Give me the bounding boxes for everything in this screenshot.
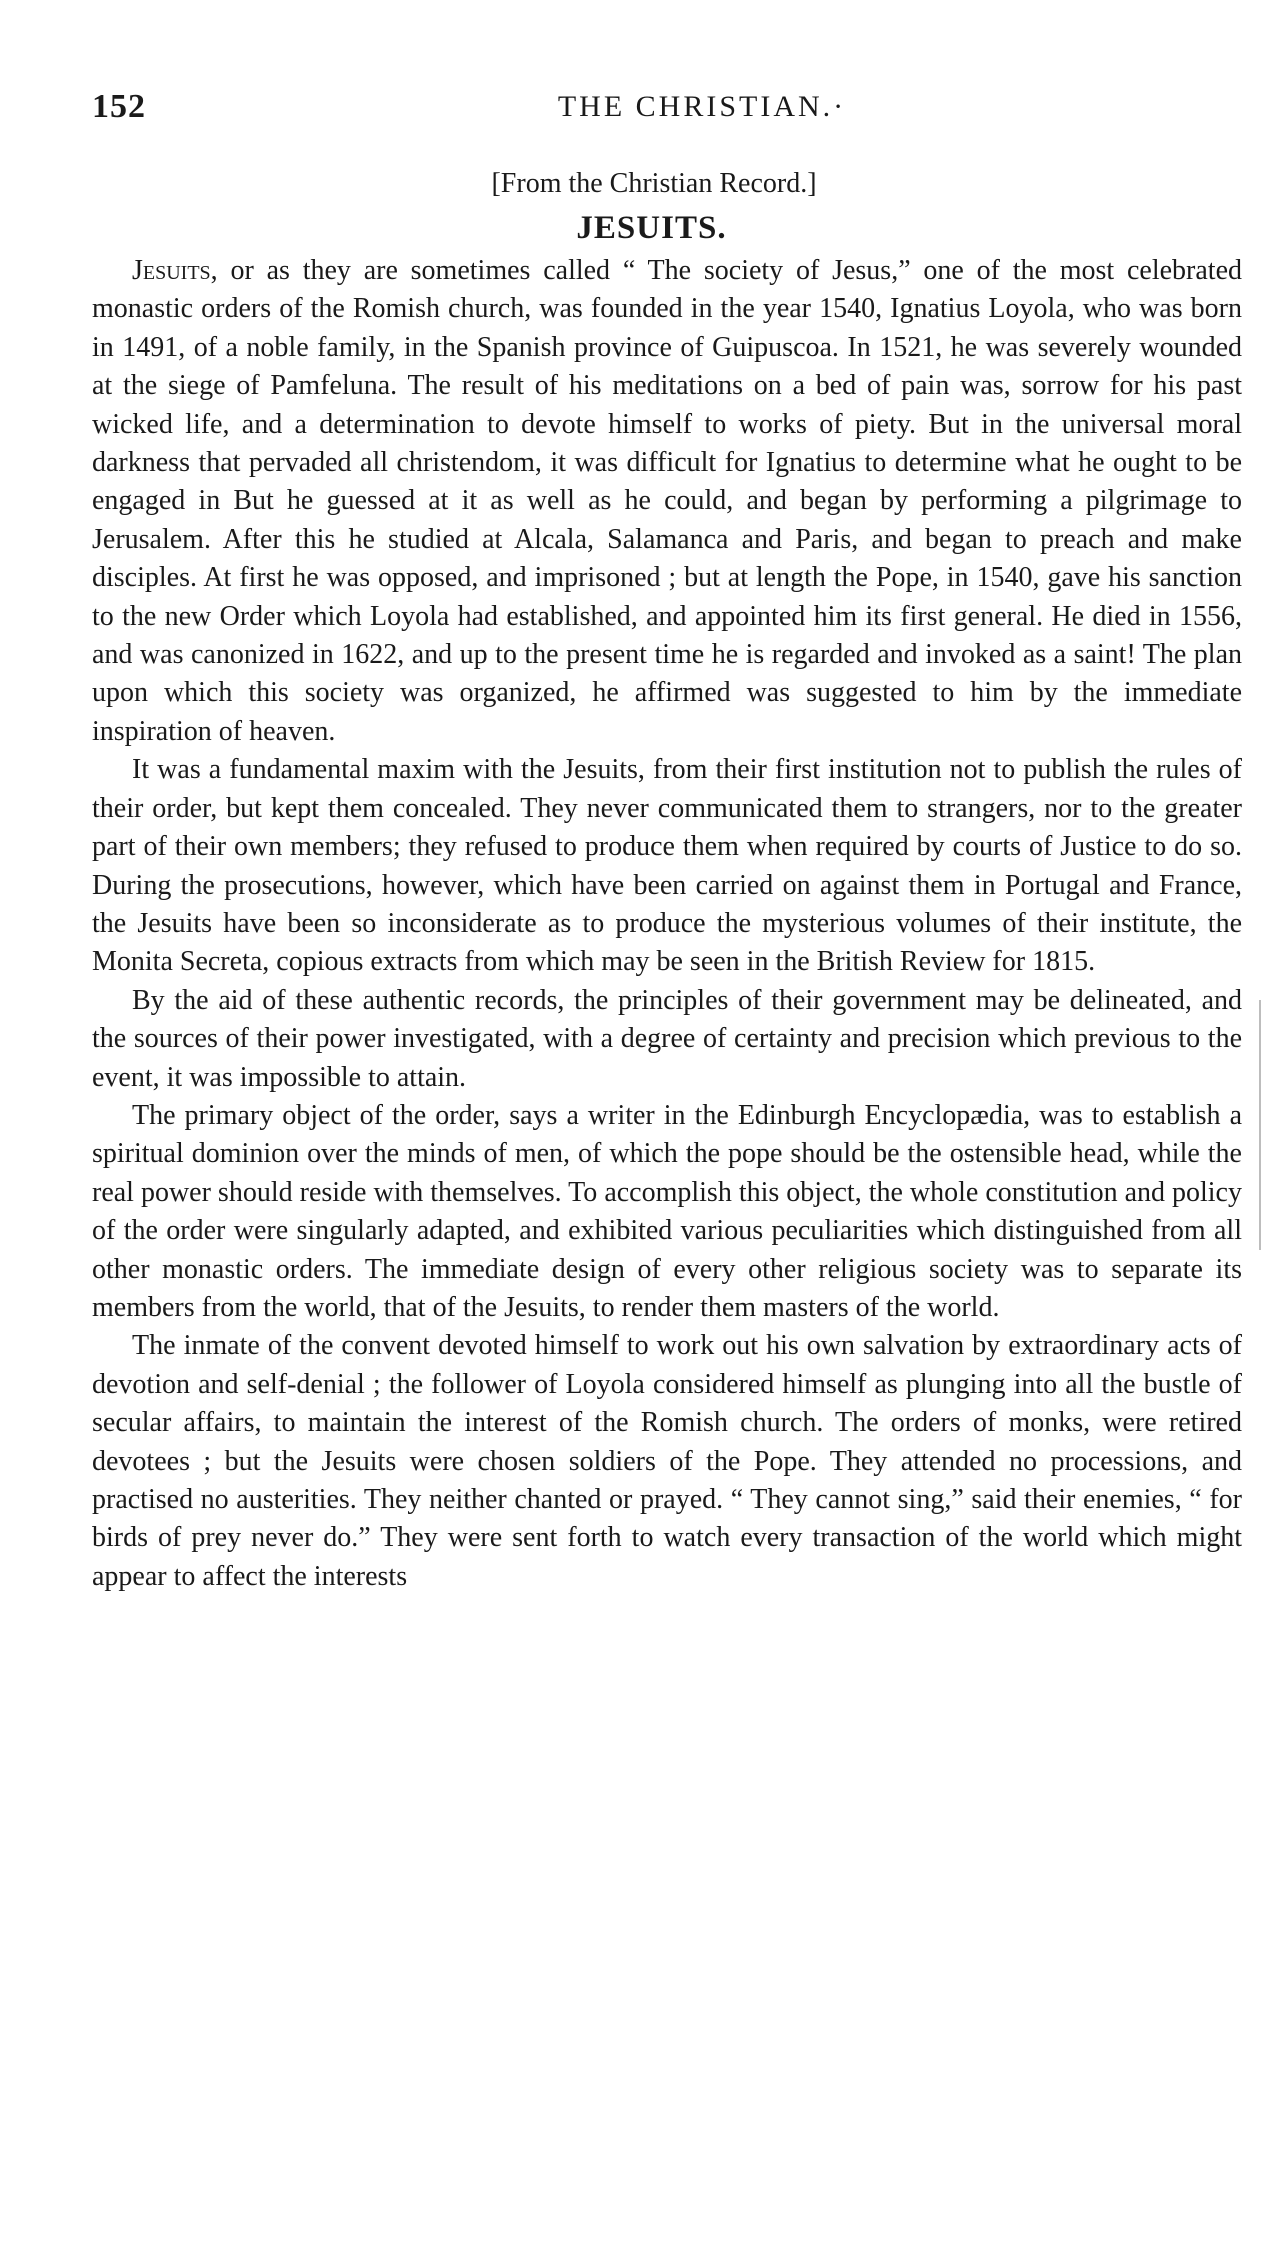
paragraph-1	[92, 252, 1242, 751]
page-number: 152	[92, 88, 146, 125]
article-title: JESUITS.	[576, 210, 727, 246]
paragraph-1-text: or as they are sometimes called “ The society of Jesus,” one of the most celebrated monastic orders of the Romish church, was founded in the year 1540, Ignatius Loyola, who was born in 1491, of a noble family, in the Spanish province of Guipuscoa. In 1521, he was severely wounded at the siege of Pamfeluna. The result of his meditations on a bed of pain was, sorrow for his past wicked life, and a determination to devote himself to works of piety. But in the universal moral darkness that pervaded all christendom, it was difficult for Ignatius to determine what he ought to be engaged in But he guessed at it as well as he could, and began by performing a pilgrimage to Jerusalem. After this he studied at Alcala, Salamanca and Paris, and began to preach and make disciples. At first he was opposed, and imprisoned ; but at length the Pope, in 1540, gave his sanction to the new Order which Loyola had established, and appointed him its first general. He died in 1556, and was canonized in 1622, and up to the present time he is regarded and invoked as a saint! The plan upon which this society was organized, he affirmed was suggested to him by the immediate inspiration of heaven.	[92, 255, 1242, 747]
paragraph-3: By the aid of these authentic records, the principles of their government may be delineated, and the sources of their power investigated, with a degree of certainty and precision which previous to the event, it was impossible to attain.	[92, 984, 1242, 1093]
journal-title: THE CHRISTIAN.·	[557, 90, 847, 123]
paragraph-lead-word: Jesuits,	[132, 255, 218, 286]
paragraph-5: The inmate of the convent devoted himself to work out his own salvation by extraordinary acts of devotion and self-denial ; the follower of Loyola considered himself as plunging into all the bustle of secular affairs, to maintain the interest of the Romish church. The orders of monks, were retired devotees ; but the Jesuits were chosen soldiers of the Pope. They attended no processions, and practised no austerities. They neither chanted or prayed. “ They cannot sing,” said their enemies, “ for birds of prey never do.” They were sent forth to watch every transaction of the world which might appear to affect the interests	[92, 1330, 1242, 1592]
article-body	[92, 252, 1242, 1596]
article-source: [From the Christian Record.]	[491, 168, 817, 199]
paragraph-4: The primary object of the order, says a writer in the Edinburgh Encyclopædia, was to establish a spiritual dominion over the minds of men, of which the pope should be the ostensible head, while the real power should reside with themselves. To accomplish this object, the whole constitution and policy of the order were singularly adapted, and exhibited various peculiarities which distinguished from all other monastic orders. The immediate design of every other religious society was to separate its members from the world, that of the Jesuits, to render them masters of the world.	[92, 1099, 1242, 1323]
gutter-shadow-line	[1259, 1000, 1261, 1250]
running-head	[92, 88, 1242, 128]
paragraph-2: It was a fundamental maxim with the Jesuits, from their first institution not to publish the rules of their order, but kept them concealed. They never communicated them to strangers, nor to the greater part of their own members; they refused to produce them when required by courts of Justice to do so. During the prosecutions, however, which have been carried on against them in Portugal and France, the Jesuits have been so inconsiderate as to produce the mysterious volumes of their institute, the Monita Secreta, copious extracts from which may be seen in the British Review for 1815.	[92, 754, 1242, 978]
